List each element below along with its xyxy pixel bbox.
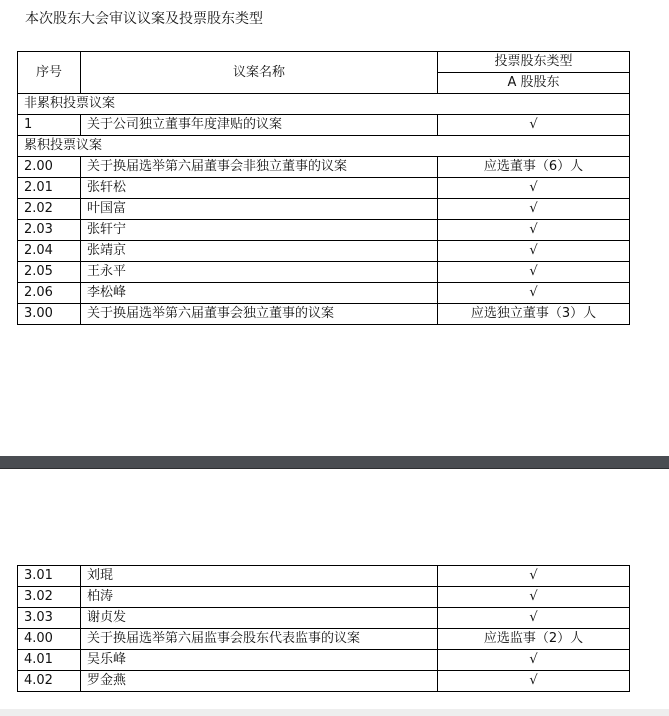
row-vote-mark: √ — [438, 566, 630, 587]
row-vote-mark: √ — [438, 283, 630, 304]
row-proposal-name: 张轩松 — [81, 178, 438, 199]
row-number: 4.02 — [18, 671, 81, 692]
row-number: 2.03 — [18, 220, 81, 241]
viewer-bottom-strip — [0, 709, 669, 716]
row-proposal-name: 张轩宁 — [81, 220, 438, 241]
row-number: 2.05 — [18, 262, 81, 283]
table-row — [18, 283, 630, 304]
header-name: 议案名称 — [81, 52, 438, 94]
header-share-class: A 股股东 — [438, 73, 630, 94]
row-number: 4.01 — [18, 650, 81, 671]
row-number: 3.01 — [18, 566, 81, 587]
row-number: 3.03 — [18, 608, 81, 629]
row-proposal-name: 王永平 — [81, 262, 438, 283]
row-number: 2.06 — [18, 283, 81, 304]
row-number: 2.02 — [18, 199, 81, 220]
row-proposal-name: 叶国富 — [81, 199, 438, 220]
table-row — [18, 671, 630, 692]
rows-non-cumulative — [18, 115, 630, 136]
row-number: 2.01 — [18, 178, 81, 199]
table-row — [18, 157, 630, 178]
table-row — [18, 241, 630, 262]
table-row — [18, 304, 630, 325]
table-row — [18, 199, 630, 220]
table-row — [18, 608, 630, 629]
row-number: 1 — [18, 115, 81, 136]
row-vote-mark: √ — [438, 608, 630, 629]
row-proposal-name: 关于换届选举第六届董事会非独立董事的议案 — [81, 157, 438, 178]
row-vote-mark: √ — [438, 199, 630, 220]
row-vote-mark: 应选独立董事（3）人 — [438, 304, 630, 325]
header-seq: 序号 — [18, 52, 81, 94]
row-proposal-name: 罗金燕 — [81, 671, 438, 692]
table-row — [18, 178, 630, 199]
section-row — [18, 94, 630, 115]
rows-cumulative — [18, 157, 630, 325]
row-vote-mark: √ — [438, 262, 630, 283]
row-proposal-name: 关于公司独立董事年度津贴的议案 — [81, 115, 438, 136]
section-cumulative: 累积投票议案 — [18, 136, 630, 157]
table-row — [18, 262, 630, 283]
rows-continued — [18, 566, 630, 692]
page-break-divider — [0, 456, 669, 469]
row-proposal-name: 李松峰 — [81, 283, 438, 304]
row-number: 3.00 — [18, 304, 81, 325]
row-proposal-name: 刘琨 — [81, 566, 438, 587]
row-vote-mark: 应选监事（2）人 — [438, 629, 630, 650]
row-number: 2.00 — [18, 157, 81, 178]
table-row — [18, 629, 630, 650]
row-vote-mark: √ — [438, 587, 630, 608]
table-row — [18, 587, 630, 608]
row-vote-mark: √ — [438, 241, 630, 262]
table-row — [18, 566, 630, 587]
row-proposal-name: 吴乐峰 — [81, 650, 438, 671]
table-row — [18, 220, 630, 241]
row-vote-mark: 应选董事（6）人 — [438, 157, 630, 178]
row-proposal-name: 谢贞发 — [81, 608, 438, 629]
proposal-table-continued — [17, 565, 630, 692]
proposal-table — [17, 51, 630, 325]
row-vote-mark: √ — [438, 650, 630, 671]
row-number: 3.02 — [18, 587, 81, 608]
header-vote-type: 投票股东类型 — [438, 52, 630, 73]
row-number: 2.04 — [18, 241, 81, 262]
row-proposal-name: 张靖京 — [81, 241, 438, 262]
row-vote-mark: √ — [438, 671, 630, 692]
row-proposal-name: 关于换届选举第六届监事会股东代表监事的议案 — [81, 629, 438, 650]
table-row — [18, 650, 630, 671]
table-caption: 本次股东大会审议议案及投票股东类型 — [25, 11, 263, 27]
row-proposal-name: 柏涛 — [81, 587, 438, 608]
row-number: 4.00 — [18, 629, 81, 650]
row-proposal-name: 关于换届选举第六届董事会独立董事的议案 — [81, 304, 438, 325]
row-vote-mark: √ — [438, 115, 630, 136]
table-row — [18, 115, 630, 136]
row-vote-mark: √ — [438, 178, 630, 199]
header-row — [18, 52, 630, 73]
row-vote-mark: √ — [438, 220, 630, 241]
section-row — [18, 136, 630, 157]
section-non-cumulative: 非累积投票议案 — [18, 94, 630, 115]
